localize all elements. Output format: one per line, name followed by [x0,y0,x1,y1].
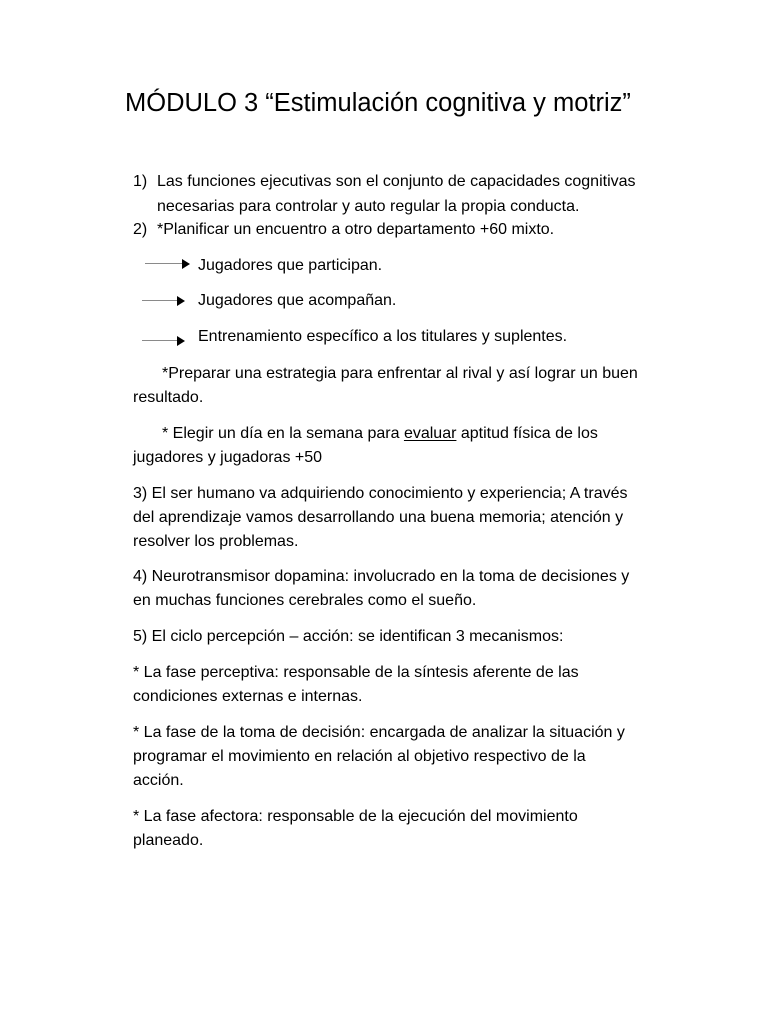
elegir-line1 [162,424,598,444]
elegir-line2: jugadores y jugadoras +50 [133,449,323,466]
item2-line1: *Planificar un encuentro a otro departamento +60 mixto. [157,221,555,238]
item4-line1: 4) Neurotransmisor dopamina: involucrado en la toma de decisiones y [133,568,630,585]
item3-line2: del aprendizaje vamos desarrollando una buena memoria; atención y [133,509,624,526]
elegir-text-before: * Elegir un día en la semana para [162,425,404,442]
arrow-icon [142,336,186,346]
fase-decision-line1: * La fase de la toma de decisión: encargada de analizar la situación y [133,724,625,741]
fase-afectora-line2: planeado. [133,832,204,849]
list-number-2: 2) [133,221,148,238]
bullet-item-2: Jugadores que acompañan. [198,292,397,309]
estrategia-line1: *Preparar una estrategia para enfrentar al rival y así lograr un buen [162,365,638,382]
arrow-icon [145,259,191,269]
item3-line3: resolver los problemas. [133,533,299,550]
item5-line1: 5) El ciclo percepción – acción: se identifican 3 mecanismos: [133,628,564,645]
fase-perceptiva-line1: * La fase perceptiva: responsable de la síntesis aferente de las [133,664,579,681]
item1-line1: Las funciones ejecutivas son el conjunto de capacidades cognitivas [157,173,636,190]
fase-decision-line2: programar el movimiento en relación al objetivo respectivo de la [133,748,586,765]
bullet-item-3: Entrenamiento específico a los titulares y suplentes. [198,328,568,345]
estrategia-line2: resultado. [133,389,204,406]
elegir-text-after: aptitud física de los [456,425,598,442]
fase-decision-line3: acción. [133,772,184,789]
fase-perceptiva-line2: condiciones externas e internas. [133,688,363,705]
document-title: MÓDULO 3 “Estimulación cognitiva y motriz” [125,89,631,117]
bullet-item-1: Jugadores que participan. [198,257,383,274]
item3-line1: 3) El ser humano va adquiriendo conocimiento y experiencia; A través [133,485,628,502]
arrow-icon [142,296,186,306]
list-number-1: 1) [133,173,148,190]
underlined-word: evaluar [403,425,457,442]
item4-line2: en muchas funciones cerebrales como el sueño. [133,592,477,609]
item1-line2: necesarias para controlar y auto regular la propia conducta. [157,198,580,215]
fase-afectora-line1: * La fase afectora: responsable de la ejecución del movimiento [133,808,578,825]
